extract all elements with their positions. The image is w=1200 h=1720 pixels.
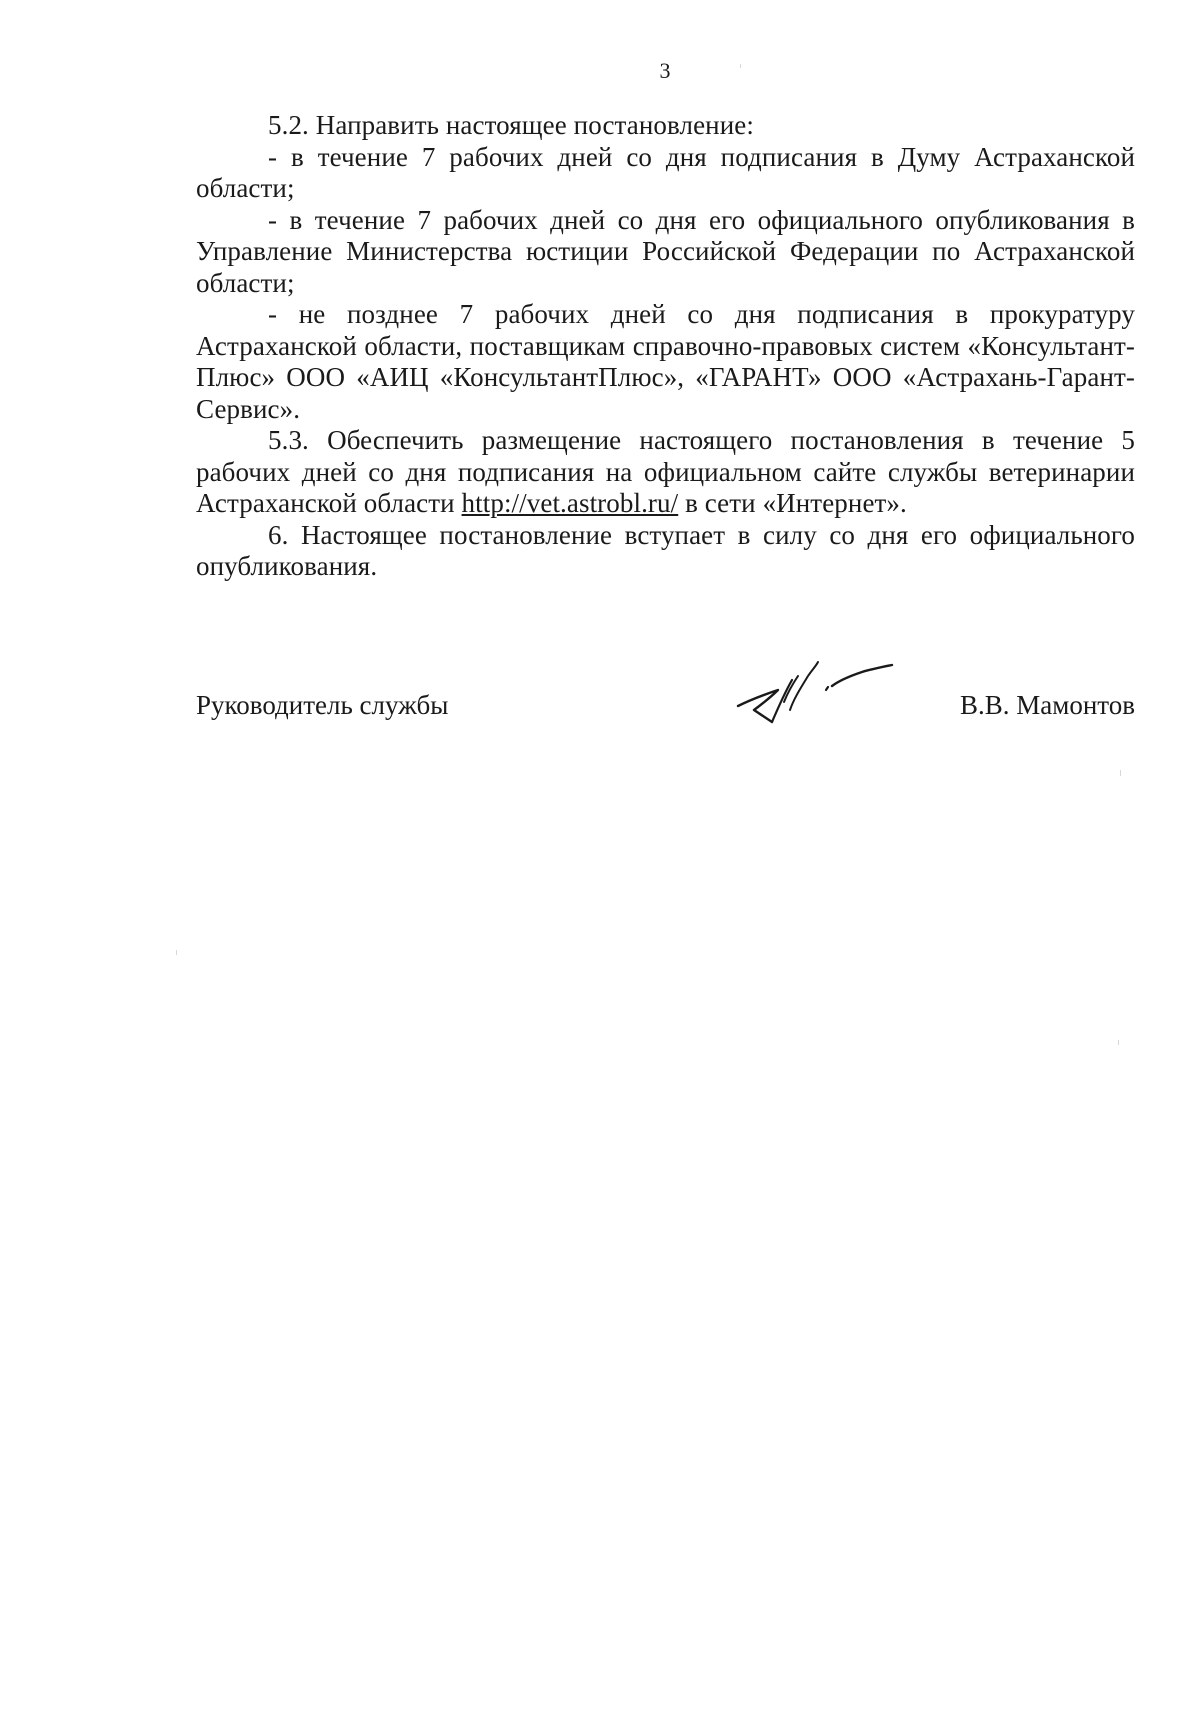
paragraph-6: 6. Настоящее постановление вступает в силу со дня его официального опубликования. bbox=[196, 519, 1135, 581]
paragraph-5-3-text-end: в сети «Интернет». bbox=[678, 488, 907, 518]
paragraph-5-3 bbox=[196, 425, 1135, 520]
document-body bbox=[196, 110, 1135, 583]
handwritten-signature bbox=[732, 650, 902, 740]
signature-block bbox=[196, 688, 1135, 722]
scan-artifact bbox=[1120, 770, 1121, 776]
paragraph-5-2-item-prosecutor: - не позднее 7 рабочих дней со дня подписания в прокуратуру Астраханской области, поставщикам справочно-правовых систем «Консультант-Плюс» ООО «АИЦ «КонсультантПлюс», «ГАРАНТ» ООО «Астрахань-Гарант-Сервис». bbox=[196, 299, 1135, 424]
signer-name: В.В. Мамонтов bbox=[960, 690, 1135, 720]
page-number: 3 bbox=[659, 58, 671, 83]
paragraph-5-2-title: 5.2. Направить настоящее постановление: bbox=[268, 110, 754, 140]
paragraph-5-2-item-duma: - в течение 7 рабочих дней со дня подписания в Думу Астраханской области; bbox=[196, 141, 1135, 203]
scan-artifact bbox=[740, 64, 741, 68]
website-link[interactable]: http://vet.astrobl.ru/ bbox=[461, 488, 679, 518]
paragraph-5-2-item-justice: - в течение 7 рабочих дней со дня его официального опубликования в Управление Министерства юстиции Российской Федерации по Астраханской области; bbox=[196, 204, 1135, 298]
paragraph-5-3-text: 5.3. Обеспечить размещение настоящего постановления в течение 5 рабочих дней со дня подписания на официальном сайте службы ветеринарии Астраханской области bbox=[196, 425, 1135, 518]
scan-artifact bbox=[176, 950, 177, 955]
signer-title: Руководитель службы bbox=[196, 690, 449, 720]
scan-artifact bbox=[1118, 1040, 1119, 1045]
